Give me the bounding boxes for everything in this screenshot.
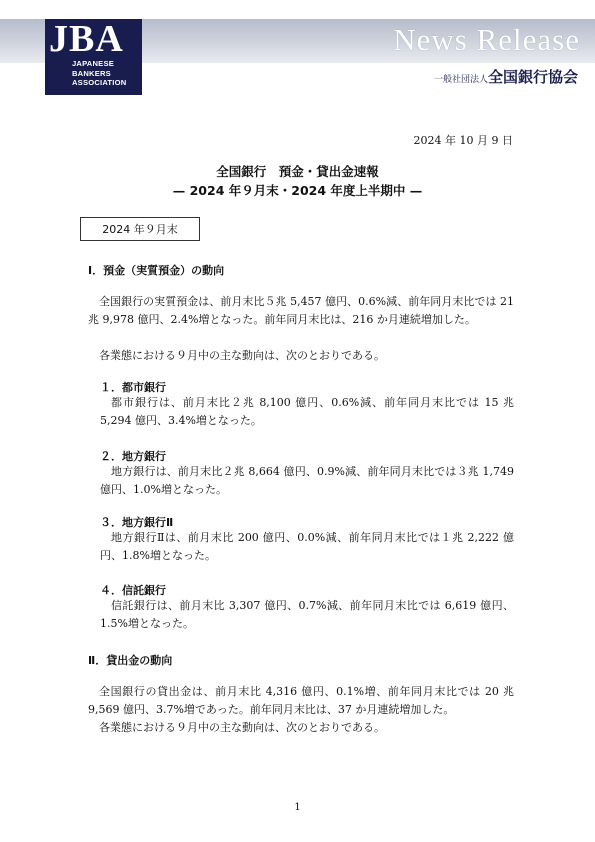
item-heading-city-banks: １．都市銀行 bbox=[100, 381, 166, 394]
organization-name bbox=[434, 66, 578, 87]
period-box: 2024 年９月末 bbox=[80, 217, 200, 241]
logo-line2: BANKERS bbox=[72, 68, 111, 78]
document-title: 全国銀行 預金・貸出金速報 bbox=[216, 164, 379, 179]
item-text-regional-banks-2: 地方銀行Ⅱは、前月末比 200 億円、0.0%減、前年同月末比では１兆 2,222 億円、1.8%増となった。 bbox=[100, 531, 514, 562]
jba-logo bbox=[45, 19, 142, 95]
deposits-paragraph: 全国銀行の実質預金は、前月末比５兆 5,457 億円、0.6%減、前年同月末比では 21 兆 9,978 億円、2.4%増となった。前年同月末比は、216 か月連続増加した。 bbox=[88, 295, 514, 326]
org-prefix: 一般社団法人 bbox=[433, 74, 488, 84]
item-text-city-banks: 都市銀行は、前月末比２兆 8,100 億円、0.6%減、前年同月末比では 15 兆 5,294 億円、3.4%増となった。 bbox=[100, 396, 514, 427]
deposits-intro-paragraph: 各業態における９月中の主な動向は、次のとおりである。 bbox=[99, 349, 385, 362]
logo-main-text: JBA bbox=[49, 18, 124, 60]
logo-sub-text bbox=[72, 59, 126, 88]
item-text-trust-banks: 信託銀行は、前月末比 3,307 億円、0.7%減、前年同月末比では 6,619 億円、1.5%増となった。 bbox=[100, 599, 514, 630]
news-release-title: News Release bbox=[393, 22, 580, 57]
org-name: 全国銀行協会 bbox=[487, 69, 578, 86]
page-number: 1 bbox=[294, 802, 301, 813]
release-date: 2024 年 10 月 9 日 bbox=[413, 134, 513, 147]
loans-paragraph: 全国銀行の貸出金は、前月末比 4,316 億円、0.1%増、前年同月末比では 20 兆 9,569 億円、3.7%増であった。前年同月末比は、37 か月連続増加した。 bbox=[88, 685, 514, 716]
logo-line1: JAPANESE bbox=[72, 59, 114, 68]
header bbox=[0, 0, 595, 98]
item-heading-regional-banks-2: ３．地方銀行Ⅱ bbox=[100, 516, 174, 529]
item-heading-regional-banks: ２．地方銀行 bbox=[100, 450, 166, 463]
loans-intro-paragraph: 各業態における９月中の主な動向は、次のとおりである。 bbox=[99, 721, 385, 734]
document-subtitle: — 2024 年９月末・2024 年度上半期中 — bbox=[172, 183, 423, 198]
logo-line3: ASSOCIATION bbox=[72, 78, 127, 87]
item-heading-trust-banks: ４．信託銀行 bbox=[100, 584, 166, 597]
section-heading-deposits: Ⅰ．預金（実質預金）の動向 bbox=[88, 264, 225, 277]
section-heading-loans: Ⅱ．貸出金の動向 bbox=[88, 654, 173, 667]
item-text-regional-banks: 地方銀行は、前月末比２兆 8,664 億円、0.9%減、前年同月末比では３兆 1,749 億円、1.0%増となった。 bbox=[100, 465, 514, 496]
